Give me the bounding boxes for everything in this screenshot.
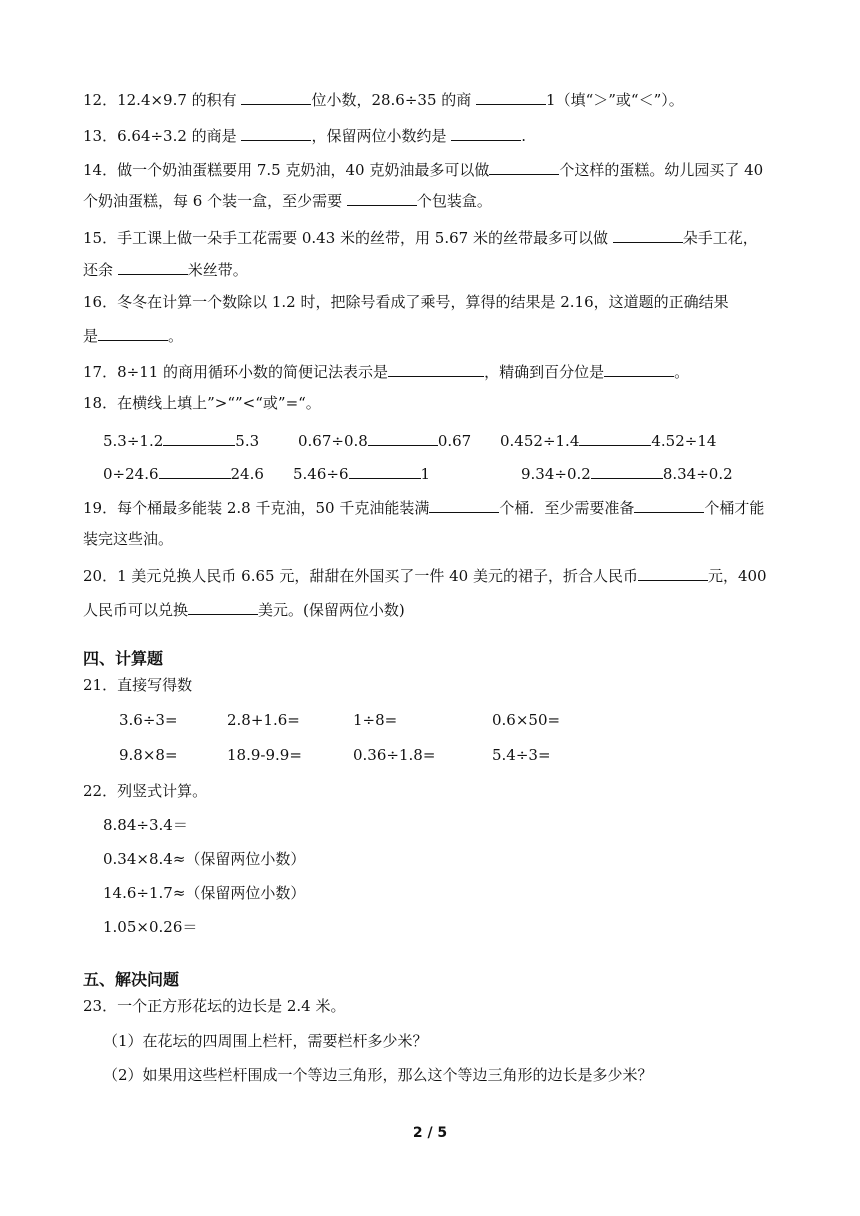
- q18-item-2-right: 0.67: [437, 432, 472, 450]
- q21-item-1: 3.6÷3=: [119, 711, 178, 729]
- q13-text-c: .: [521, 127, 527, 145]
- q18-item-1-right: 5.3: [235, 432, 260, 450]
- q21-item-4: 0.6×50=: [492, 711, 561, 729]
- question-20-line-2: [83, 598, 780, 620]
- q22-item-1: 8.84÷3.4＝: [103, 816, 188, 834]
- q18-item-2-left: 0.67÷0.8: [298, 432, 368, 450]
- q23-part-2: （2）如果用这些栏杆围成一个等边三角形，那么这个等边三角形的边长是多少米？: [103, 1066, 653, 1084]
- q18-item-6: [521, 462, 733, 484]
- q20-text-b: 元，400: [707, 567, 767, 585]
- q20-blank-2[interactable]: [188, 598, 258, 615]
- question-17: [83, 360, 780, 382]
- q14-text-a: 14．做一个奶油蛋糕要用 7.5 克奶油，40 克奶油最多可以做: [83, 161, 490, 179]
- q18-item-6-left: 9.34÷0.2: [521, 465, 591, 483]
- q15-text-d: 米丝带。: [187, 261, 248, 279]
- q19-text-c: 个桶才能: [704, 499, 765, 517]
- q18-blank-1[interactable]: [163, 429, 235, 446]
- q16-text-c: 。: [168, 327, 184, 345]
- q15-text-b: 朵手工花，: [682, 229, 758, 247]
- question-19-line-2: [83, 529, 780, 549]
- q20-text-c: 人民币可以兑换: [83, 601, 189, 619]
- q18-item-1: [103, 429, 259, 451]
- q13-blank-1[interactable]: [241, 124, 311, 141]
- page-number: 2 / 5: [412, 1125, 448, 1141]
- q16-text-b: 是: [83, 327, 99, 345]
- q17-text-a: 17．8÷11 的商用循环小数的简便记法表示是: [83, 363, 389, 381]
- q14-text-b: 个这样的蛋糕。幼儿园买了 40: [559, 161, 764, 179]
- q18-blank-3[interactable]: [579, 429, 651, 446]
- question-18-title: 18．在横线上填上”>“”<“或”=“。: [83, 394, 321, 412]
- question-20-line-1: [83, 564, 780, 586]
- q12-text-a: 12．12.4×9.7 的积有: [83, 91, 242, 109]
- q19-text-a: 19．每个桶最多能装 2.8 千克油，50 千克油能装满: [83, 499, 430, 517]
- q20-text-d: 美元。(保留两位小数): [258, 601, 405, 619]
- q23-part-1: （1）在花坛的四周围上栏杆，需要栏杆多少米？: [103, 1032, 428, 1050]
- q17-blank-1[interactable]: [388, 360, 484, 377]
- q18-item-5-right: 1: [420, 465, 431, 483]
- q14-blank-2[interactable]: [347, 189, 417, 206]
- q17-blank-2[interactable]: [604, 360, 674, 377]
- q15-text-c: 还余: [83, 261, 118, 279]
- q14-text-c: 个奶油蛋糕，每 6 个装一盒，至少需要: [83, 192, 347, 210]
- question-14-line-1: [83, 158, 780, 180]
- q18-item-4-left: 0÷24.6: [103, 465, 159, 483]
- q13-text-b: ，保留两位小数约是: [311, 127, 452, 145]
- q21-item-8: 5.4÷3=: [492, 746, 551, 764]
- q21-item-3: 1÷8=: [353, 711, 398, 729]
- question-15-line-2: [83, 258, 780, 280]
- q18-item-3-left: 0.452÷1.4: [500, 432, 580, 450]
- q18-item-3: [500, 429, 716, 451]
- q21-item-5: 9.8×8=: [119, 746, 178, 764]
- q21-item-7: 0.36÷1.8=: [353, 746, 436, 764]
- q22-item-4: 1.05×0.26＝: [103, 918, 198, 936]
- q18-blank-2[interactable]: [368, 429, 438, 446]
- q12-blank-1[interactable]: [241, 88, 311, 105]
- question-23-title: 23．一个正方形花坛的边长是 2.4 米。: [83, 997, 346, 1015]
- q14-blank-1[interactable]: [489, 158, 559, 175]
- q15-text-a: 15．手工课上做一朵手工花需要 0.43 米的丝带，用 5.67 米的丝带最多可以做: [83, 229, 613, 247]
- question-13: [83, 124, 780, 146]
- q18-item-4: [103, 462, 264, 484]
- q12-text-b: 位小数，28.6÷35 的商: [311, 91, 477, 109]
- q19-blank-2[interactable]: [634, 496, 704, 513]
- q21-item-6: 18.9-9.9=: [227, 746, 302, 764]
- q18-item-6-right: 8.34÷0.2: [662, 465, 733, 483]
- q18-item-2: [298, 429, 471, 451]
- q18-item-4-right: 24.6: [230, 465, 264, 483]
- question-12: [83, 88, 780, 110]
- q18-blank-6[interactable]: [591, 462, 663, 479]
- q12-text-c: 1（填“＞”或“＜”）。: [546, 91, 684, 109]
- q18-blank-5[interactable]: [349, 462, 421, 479]
- q16-blank-1[interactable]: [98, 324, 168, 341]
- q19-blank-1[interactable]: [429, 496, 499, 513]
- section-heading-problem-solving: 五、解决问题: [83, 970, 180, 989]
- q22-item-3: 14.6÷1.7≈（保留两位小数）: [103, 884, 306, 902]
- q12-blank-2[interactable]: [476, 88, 546, 105]
- q18-item-5-left: 5.46÷6: [293, 465, 349, 483]
- section-heading-calculation: 四、计算题: [83, 649, 164, 668]
- question-16-line-2: [83, 324, 780, 346]
- q18-blank-4[interactable]: [159, 462, 231, 479]
- q19-text-b: 个桶．至少需要准备: [499, 499, 635, 517]
- q20-text-a: 20．1 美元兑换人民币 6.65 元，甜甜在外国买了一件 40 美元的裙子，折合人民币: [83, 567, 638, 585]
- q15-blank-2[interactable]: [118, 258, 188, 275]
- question-19-line-1: [83, 496, 780, 518]
- question-14-line-2: [83, 189, 780, 211]
- q15-blank-1[interactable]: [613, 226, 683, 243]
- q21-item-2: 2.8+1.6=: [227, 711, 300, 729]
- q13-text-a: 13．6.64÷3.2 的商是: [83, 127, 242, 145]
- question-21-title: 21．直接写得数: [83, 676, 193, 694]
- q22-item-2: 0.34×8.4≈（保留两位小数）: [103, 850, 306, 868]
- q19-text-d: 装完这些油。: [83, 530, 174, 548]
- q17-text-b: ，精确到百分位是: [484, 363, 605, 381]
- q14-text-d: 个包装盒。: [416, 192, 492, 210]
- q13-blank-2[interactable]: [451, 124, 521, 141]
- q18-item-3-right: 4.52÷14: [651, 432, 717, 450]
- question-16-line-1: [83, 292, 780, 312]
- q17-text-c: 。: [674, 363, 690, 381]
- q18-item-5: [293, 462, 430, 484]
- question-15-line-1: [83, 226, 780, 248]
- question-22-title: 22．列竖式计算。: [83, 782, 208, 800]
- q20-blank-1[interactable]: [638, 564, 708, 581]
- q18-item-1-left: 5.3÷1.2: [103, 432, 164, 450]
- q16-text-a: 16．冬冬在计算一个数除以 1.2 时，把除号看成了乘号，算得的结果是 2.16，这道题的正确结果: [83, 293, 729, 311]
